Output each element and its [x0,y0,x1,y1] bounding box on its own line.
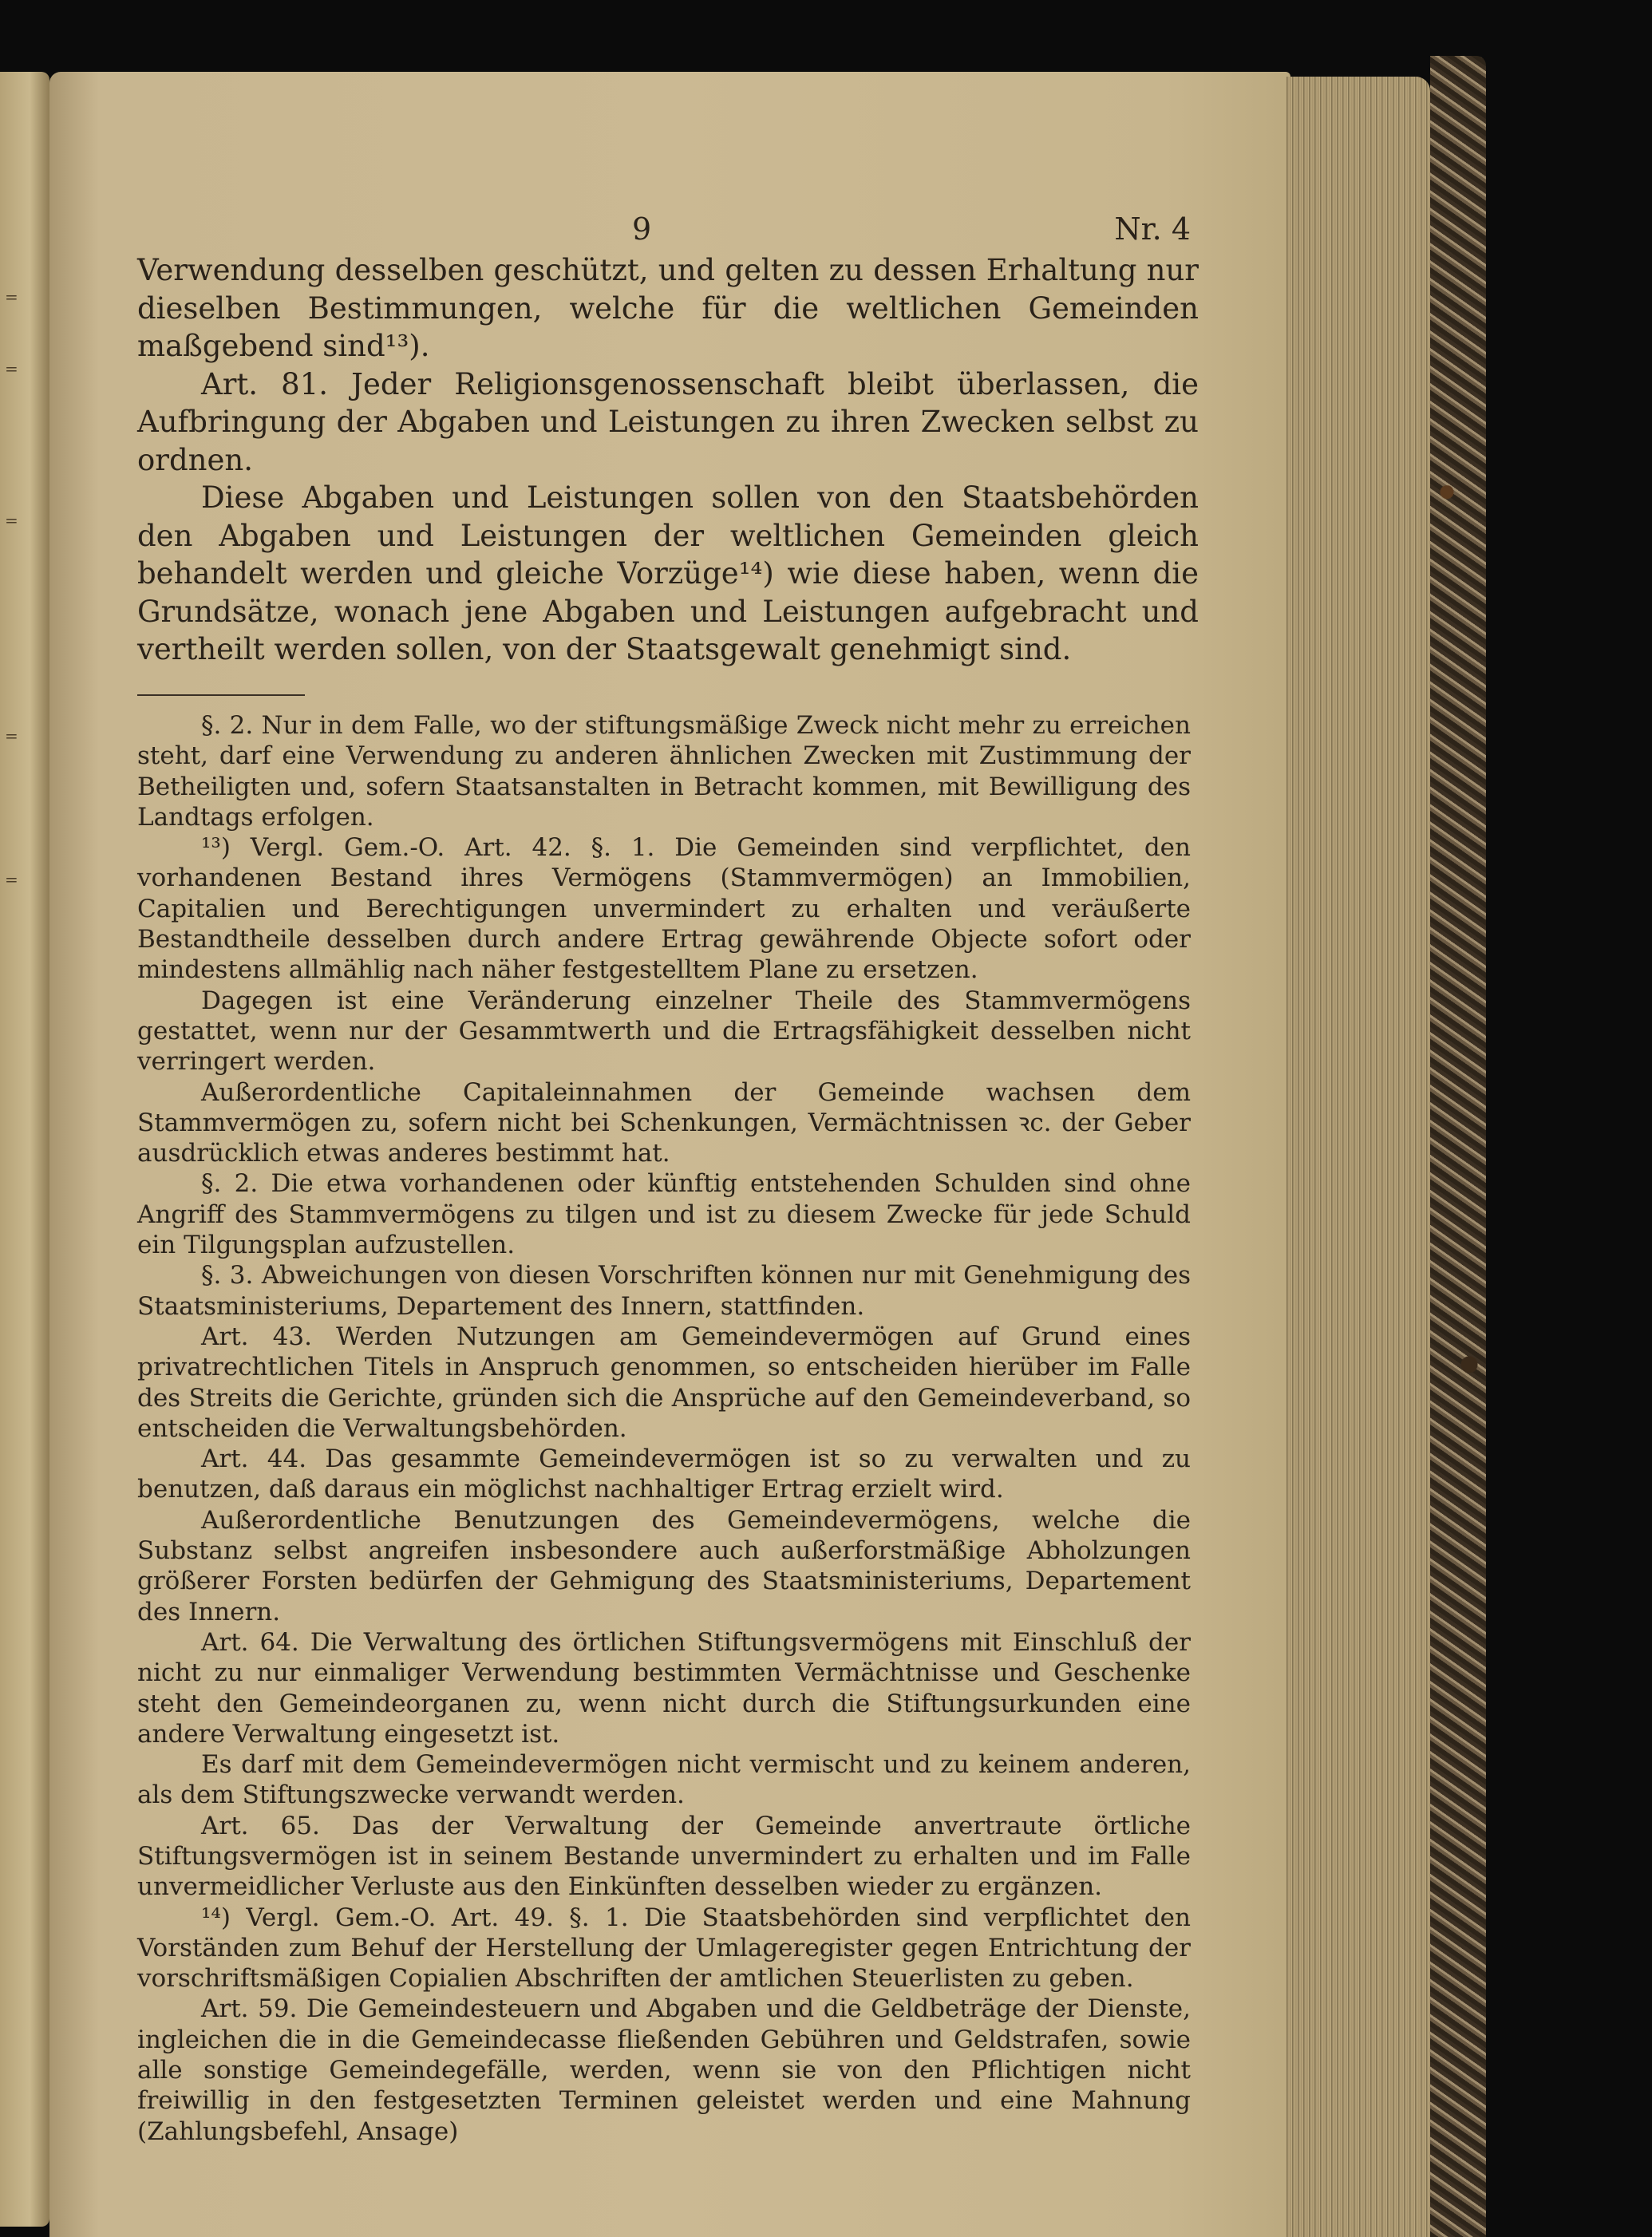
paragraph: Art. 81. Jeder Religionsgenossenschaft bleibt überlassen, die Aufbringung der Abgaben und Leistungen zu ihren Zwecken selbst zu ordnen. [137,366,1199,477]
book [49,56,1486,2237]
footnote-paragraph: §. 3. Abweichungen von diesen Vorschriften können nur mit Genehmigung des Staatsministeriums, Departement des Innern, stattfinden. [137,1261,1191,1321]
page-number: 9 [632,211,652,247]
footnote-paragraph: Art. 64. Die Verwaltung des örtlichen Stiftungsvermögens mit Einschluß der nicht zu nur einmaliger Verwendung bestimmten Vermächtnisse und Geschenke steht den Gemeindeorganen zu, wenn nicht durch die Stiftungsurkunden eine andere Verwaltung eingesetzt ist. [137,1627,1191,1749]
footnote-paragraph: Außerordentliche Capitaleinnahmen der Gemeinde wachsen dem Stammvermögen zu, sofern nicht bei Schenkungen, Vermächtnissen ꝛc. der Geber ausdrücklich etwas anderes bestimmt hat. [137,1077,1191,1168]
main-text [137,251,1199,669]
footnote-paragraph: Art. 59. Die Gemeindesteuern und Abgaben und die Geldbeträge der Dienste, ingleichen die in die Gemeindecasse fließenden Gebühren und Geldstrafen, sowie alle sonstige Gemeindegefälle, werden, wenn sie von den Pflichtigen nicht freiwillig in den festgesetzten Terminen geleistet werden und eine Mahnung (Zahlungsbefehl, Ansage) [137,1994,1191,2146]
previous-page-edge: = = = = = [0,72,49,2227]
paragraph: Diese Abgaben und Leistungen sollen von den Staatsbehörden den Abgaben und Leistungen der weltlichen Gemeinden gleich behandelt werden und gleiche Vorzüge¹⁴) wie diese haben, wenn die Grundsätze, wonach jene Abgaben und Leistungen aufgebracht und vertheilt werden sollen, von der Staatsgewalt genehmigt sind. [137,480,1199,666]
section-number: Nr. 4 [1114,211,1191,247]
footnote-paragraph: ¹³) Vergl. Gem.-O. Art. 42. §. 1. Die Gemeinden sind verpflichtet, den vorhandenen Bestand ihres Vermögens (Stammvermögen) an Immobilien, Capitalien und Berechtigungen unvermindert zu erhalten und veräußerte Bestandtheile desselben durch andere Ertrag gewährende Objecte sofort oder mindestens allmählig nach näher festgestelltem Plane zu ersetzen. [137,833,1191,985]
footnote-divider [137,694,305,696]
marbled-cover [1430,56,1486,2237]
footnote-paragraph: Außerordentliche Benutzungen des Gemeindevermögens, welche die Substanz selbst angreifen insbesondere auch außerforstmäßige Abholzungen größerer Forsten bedürfen der Gehmigung des Staatsministeriums, Departement des Innern. [137,1505,1191,1626]
footnote-paragraph: Dagegen ist eine Veränderung einzelner Theile des Stammvermögens gestattet, wenn nur der Gesammtwerth und die Ertragsfähigkeit desselben nicht verringert werden. [137,986,1191,1077]
footnote-paragraph: Art. 65. Das der Verwaltung der Gemeinde anvertraute örtliche Stiftungsvermögen ist in seinem Bestande unvermindert zu erhalten und im Falle unvermeidlicher Verluste aus den Einkünften desselben wieder zu ergänzen. [137,1811,1191,1902]
footnote-paragraph: §. 2. Die etwa vorhandenen oder künftig entstehenden Schulden sind ohne Angriff des Stammvermögens zu tilgen und ist zu diesem Zwecke für jede Schuld ein Tilgungsplan aufzustellen. [137,1169,1191,1260]
page-edges [1286,77,1430,2237]
page [49,72,1290,2237]
paragraph: Verwendung desselben geschützt, und gelten zu dessen Erhaltung nur dieselben Bestimmungen, welche für die weltlichen Gemeinden maßgebend sind¹³). [137,253,1199,363]
footnote-paragraph: Es darf mit dem Gemeindevermögen nicht vermischt und zu keinem anderen, als dem Stiftungszwecke verwandt werden. [137,1750,1191,1810]
footnote-paragraph: Art. 43. Werden Nutzungen am Gemeindevermögen auf Grund eines privatrechtlichen Titels in Anspruch genommen, so entscheiden hierüber im Falle des Streits die Gerichte, gründen sich die Ansprüche auf den Gemeindeverband, so entscheiden die Verwaltungsbehörden. [137,1322,1191,1443]
footnote-paragraph: §. 2. Nur in dem Falle, wo der stiftungsmäßige Zweck nicht mehr zu erreichen steht, darf eine Verwendung zu anderen ähnlichen Zwecken mit Zustimmung der Betheiligten und, sofern Staatsanstalten in Betracht kommen, mit Bewilligung des Landtags erfolgen. [137,711,1191,832]
footnote-paragraph: Art. 44. Das gesammte Gemeindevermögen ist so zu verwalten und zu benutzen, daß daraus ein möglichst nachhaltiger Ertrag erzielt wird. [137,1445,1191,1504]
footnote-paragraph: ¹⁴) Vergl. Gem.-O. Art. 49. §. 1. Die Staatsbehörden sind verpflichtet den Vorständen zum Behuf der Herstellung der Umlageregister gegen Entrichtung der vorschriftsmäßigen Copialien Abschriften der amtlichen Steuerlisten zu geben. [137,1903,1191,1994]
footnotes [137,710,1191,2147]
